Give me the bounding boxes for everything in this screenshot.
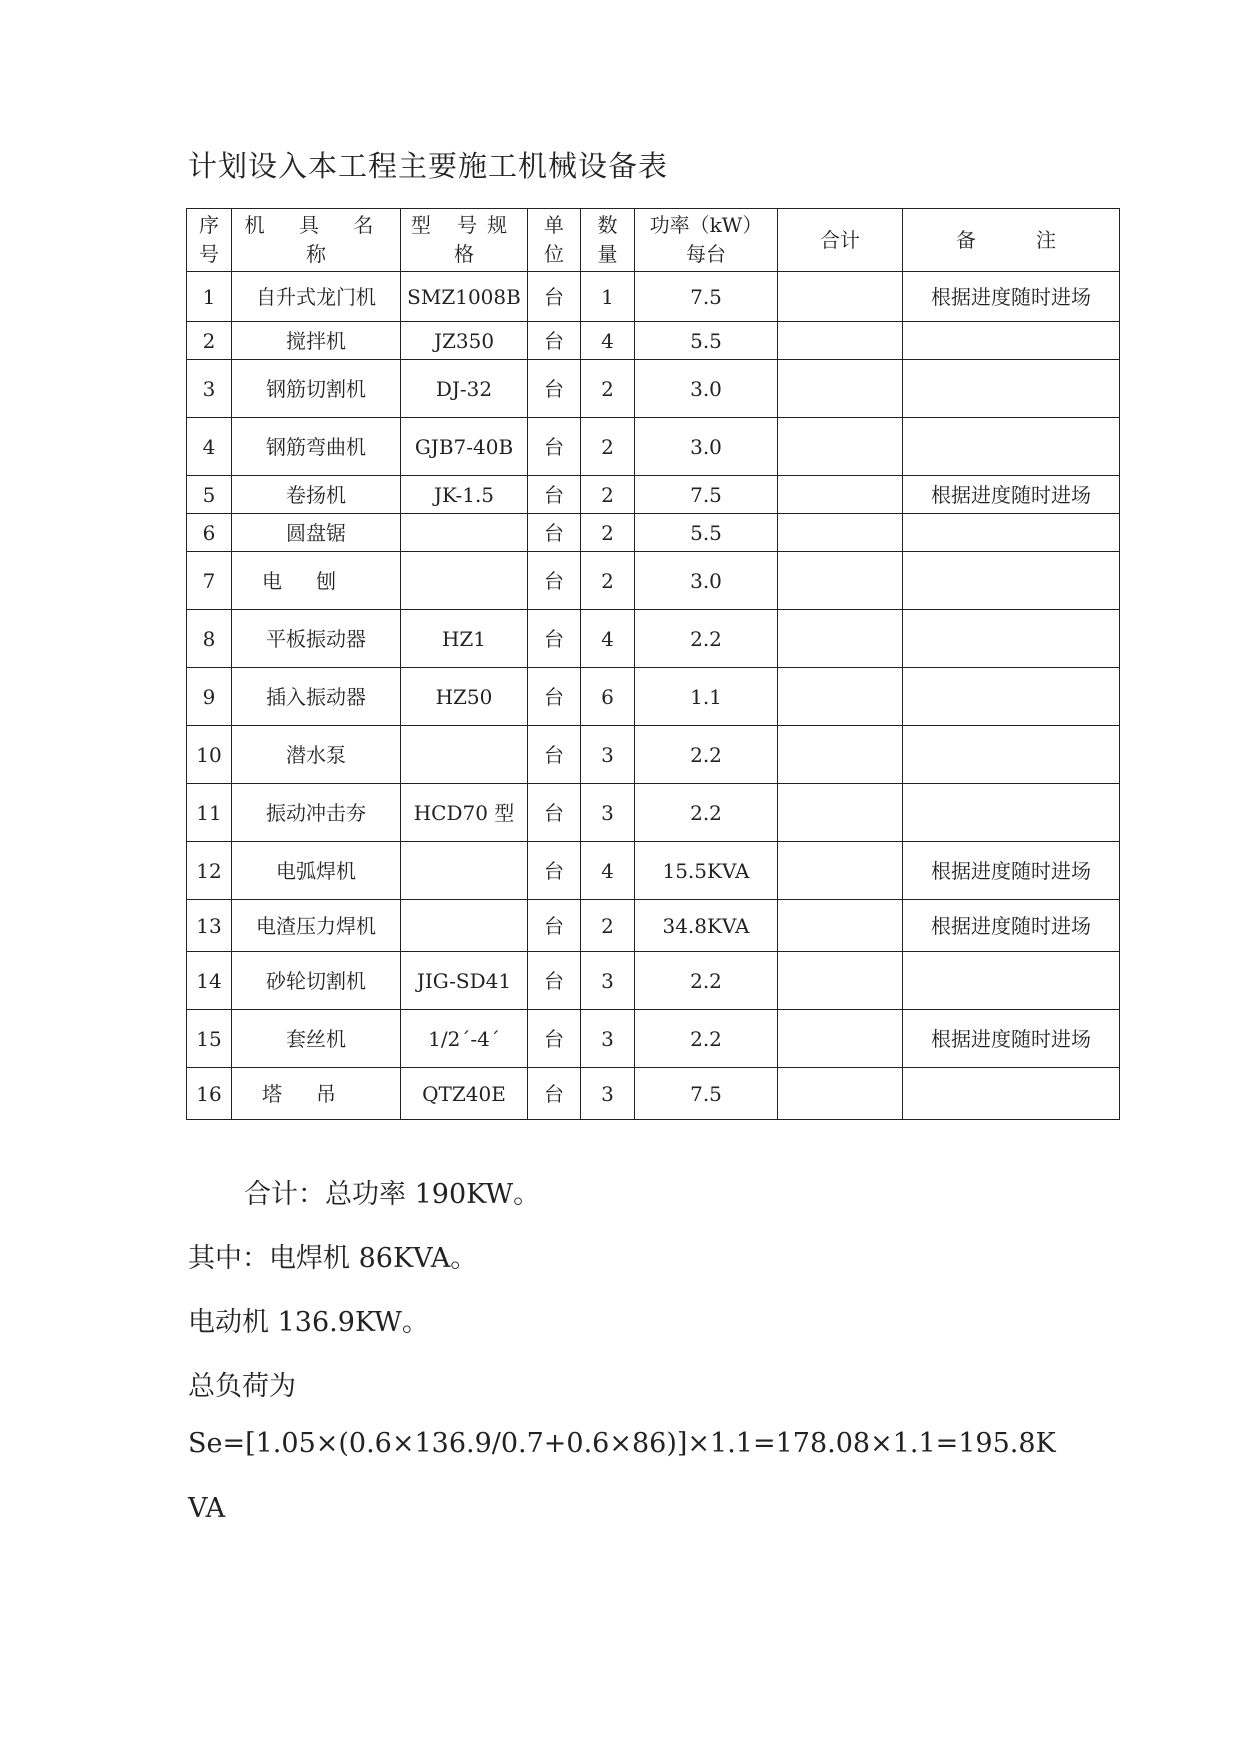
cell-note: [903, 668, 1120, 726]
cell-model: 1/2´-4´: [401, 1010, 528, 1068]
table-row: [187, 784, 1120, 842]
cell-qty: 3: [581, 1010, 635, 1068]
cell-note: [903, 952, 1120, 1010]
cell-qty: 3: [581, 952, 635, 1010]
table-header-row: [187, 209, 1120, 272]
cell-name: 塔吊: [232, 1068, 401, 1120]
cell-unit: 台: [528, 322, 581, 360]
header-total: 合计: [778, 209, 903, 272]
cell-name: 砂轮切割机: [232, 952, 401, 1010]
cell-total: [778, 784, 903, 842]
cell-name: 套丝机: [232, 1010, 401, 1068]
cell-model: GJB7-40B: [401, 418, 528, 476]
cell-seq: 1: [187, 272, 232, 322]
header-unit: 单 位: [528, 209, 581, 272]
cell-unit: 台: [528, 360, 581, 418]
cell-note: [903, 552, 1120, 610]
cell-seq: 10: [187, 726, 232, 784]
cell-unit: 台: [528, 784, 581, 842]
cell-total: [778, 476, 903, 514]
cell-name: 搅拌机: [232, 322, 401, 360]
cell-seq: 11: [187, 784, 232, 842]
header-model: 型 号规 格: [401, 209, 528, 272]
cell-note: [903, 360, 1120, 418]
cell-seq: 9: [187, 668, 232, 726]
cell-unit: 台: [528, 900, 581, 952]
table-row: [187, 476, 1120, 514]
document-title: 计划设入本工程主要施工机械设备表: [188, 149, 669, 183]
cell-seq: 8: [187, 610, 232, 668]
cell-seq: 15: [187, 1010, 232, 1068]
cell-seq: 13: [187, 900, 232, 952]
cell-qty: 2: [581, 476, 635, 514]
cell-name: 插入振动器: [232, 668, 401, 726]
table-body: [187, 272, 1120, 1120]
cell-qty: 1: [581, 272, 635, 322]
table-row: [187, 552, 1120, 610]
cell-total: [778, 952, 903, 1010]
table-row: [187, 322, 1120, 360]
cell-power: 2.2: [635, 952, 778, 1010]
cell-name: 钢筋切割机: [232, 360, 401, 418]
cell-unit: 台: [528, 476, 581, 514]
cell-model: QTZ40E: [401, 1068, 528, 1120]
cell-unit: 台: [528, 842, 581, 900]
header-qty: 数 量: [581, 209, 635, 272]
cell-qty: 2: [581, 552, 635, 610]
cell-power: 3.0: [635, 360, 778, 418]
cell-unit: 台: [528, 726, 581, 784]
cell-power: 3.0: [635, 552, 778, 610]
cell-seq: 12: [187, 842, 232, 900]
summary-total-power: 合计：总功率 190KW。: [244, 1179, 541, 1210]
cell-note: 根据进度随时进场: [903, 476, 1120, 514]
cell-total: [778, 322, 903, 360]
cell-qty: 2: [581, 514, 635, 552]
cell-note: [903, 784, 1120, 842]
table-row: [187, 272, 1120, 322]
cell-name: 钢筋弯曲机: [232, 418, 401, 476]
cell-model: [401, 514, 528, 552]
table-row: [187, 360, 1120, 418]
cell-model: [401, 552, 528, 610]
cell-power: 34.8KVA: [635, 900, 778, 952]
cell-unit: 台: [528, 1068, 581, 1120]
cell-power: 7.5: [635, 476, 778, 514]
cell-unit: 台: [528, 552, 581, 610]
header-name: 机 具 名 称: [232, 209, 401, 272]
cell-total: [778, 552, 903, 610]
cell-note: [903, 514, 1120, 552]
cell-unit: 台: [528, 1010, 581, 1068]
cell-power: 2.2: [635, 610, 778, 668]
table-row: [187, 610, 1120, 668]
table-row: [187, 1068, 1120, 1120]
header-note: 备注: [903, 209, 1120, 272]
cell-unit: 台: [528, 952, 581, 1010]
cell-power: 7.5: [635, 1068, 778, 1120]
cell-qty: 3: [581, 1068, 635, 1120]
cell-power: 7.5: [635, 272, 778, 322]
cell-note: [903, 1068, 1120, 1120]
cell-total: [778, 610, 903, 668]
cell-qty: 4: [581, 322, 635, 360]
cell-qty: 2: [581, 900, 635, 952]
cell-qty: 4: [581, 610, 635, 668]
cell-total: [778, 1010, 903, 1068]
cell-seq: 4: [187, 418, 232, 476]
cell-power: 2.2: [635, 726, 778, 784]
cell-total: [778, 418, 903, 476]
cell-qty: 6: [581, 668, 635, 726]
cell-unit: 台: [528, 668, 581, 726]
cell-model: SMZ1008B: [401, 272, 528, 322]
cell-unit: 台: [528, 610, 581, 668]
header-power: 功率（kW） 每台: [635, 209, 778, 272]
cell-name: 平板振动器: [232, 610, 401, 668]
summary-welder: 其中：电焊机 86KVA。: [188, 1243, 478, 1274]
cell-name: 振动冲击夯: [232, 784, 401, 842]
cell-model: DJ-32: [401, 360, 528, 418]
cell-model: JZ350: [401, 322, 528, 360]
cell-qty: 3: [581, 784, 635, 842]
cell-total: [778, 900, 903, 952]
cell-model: [401, 842, 528, 900]
summary-formula-line1: Se=[1.05×(0.6×136.9/0.7+0.6×86)]×1.1=178.08×1.1=195.8K: [188, 1428, 1056, 1459]
cell-seq: 6: [187, 514, 232, 552]
cell-total: [778, 272, 903, 322]
cell-seq: 5: [187, 476, 232, 514]
cell-name: 电弧焊机: [232, 842, 401, 900]
cell-power: 15.5KVA: [635, 842, 778, 900]
summary-load-label: 总负荷为: [188, 1371, 296, 1402]
table-row: [187, 668, 1120, 726]
cell-name: 圆盘锯: [232, 514, 401, 552]
table-row: [187, 952, 1120, 1010]
cell-seq: 16: [187, 1068, 232, 1120]
cell-power: 3.0: [635, 418, 778, 476]
cell-note: [903, 610, 1120, 668]
cell-model: JK-1.5: [401, 476, 528, 514]
cell-seq: 7: [187, 552, 232, 610]
cell-model: [401, 726, 528, 784]
cell-power: 2.2: [635, 784, 778, 842]
cell-power: 5.5: [635, 322, 778, 360]
summary-formula-line2: VA: [188, 1493, 226, 1524]
cell-unit: 台: [528, 272, 581, 322]
cell-name: 电渣压力焊机: [232, 900, 401, 952]
table-row: [187, 726, 1120, 784]
cell-total: [778, 1068, 903, 1120]
equipment-table: [186, 208, 1120, 1120]
cell-model: HCD70 型: [401, 784, 528, 842]
cell-note: [903, 418, 1120, 476]
header-seq: 序 号: [187, 209, 232, 272]
cell-total: [778, 726, 903, 784]
cell-qty: 3: [581, 726, 635, 784]
cell-total: [778, 842, 903, 900]
cell-unit: 台: [528, 514, 581, 552]
cell-seq: 14: [187, 952, 232, 1010]
cell-total: [778, 514, 903, 552]
cell-model: JIG-SD41: [401, 952, 528, 1010]
cell-name: 自升式龙门机: [232, 272, 401, 322]
cell-note: 根据进度随时进场: [903, 900, 1120, 952]
cell-qty: 2: [581, 360, 635, 418]
cell-model: [401, 900, 528, 952]
cell-name: 卷扬机: [232, 476, 401, 514]
table-row: [187, 418, 1120, 476]
cell-note: 根据进度随时进场: [903, 842, 1120, 900]
cell-note: 根据进度随时进场: [903, 1010, 1120, 1068]
table-row: [187, 1010, 1120, 1068]
table-row: [187, 900, 1120, 952]
cell-total: [778, 360, 903, 418]
cell-model: HZ1: [401, 610, 528, 668]
cell-note: [903, 322, 1120, 360]
cell-qty: 2: [581, 418, 635, 476]
cell-power: 1.1: [635, 668, 778, 726]
cell-qty: 4: [581, 842, 635, 900]
cell-name: 潜水泵: [232, 726, 401, 784]
table-row: [187, 842, 1120, 900]
cell-model: HZ50: [401, 668, 528, 726]
summary-motor: 电动机 136.9KW。: [188, 1307, 429, 1338]
cell-name: 电刨: [232, 552, 401, 610]
cell-note: [903, 726, 1120, 784]
cell-power: 5.5: [635, 514, 778, 552]
cell-total: [778, 668, 903, 726]
cell-unit: 台: [528, 418, 581, 476]
cell-seq: 3: [187, 360, 232, 418]
table-row: [187, 514, 1120, 552]
cell-seq: 2: [187, 322, 232, 360]
cell-note: 根据进度随时进场: [903, 272, 1120, 322]
cell-power: 2.2: [635, 1010, 778, 1068]
